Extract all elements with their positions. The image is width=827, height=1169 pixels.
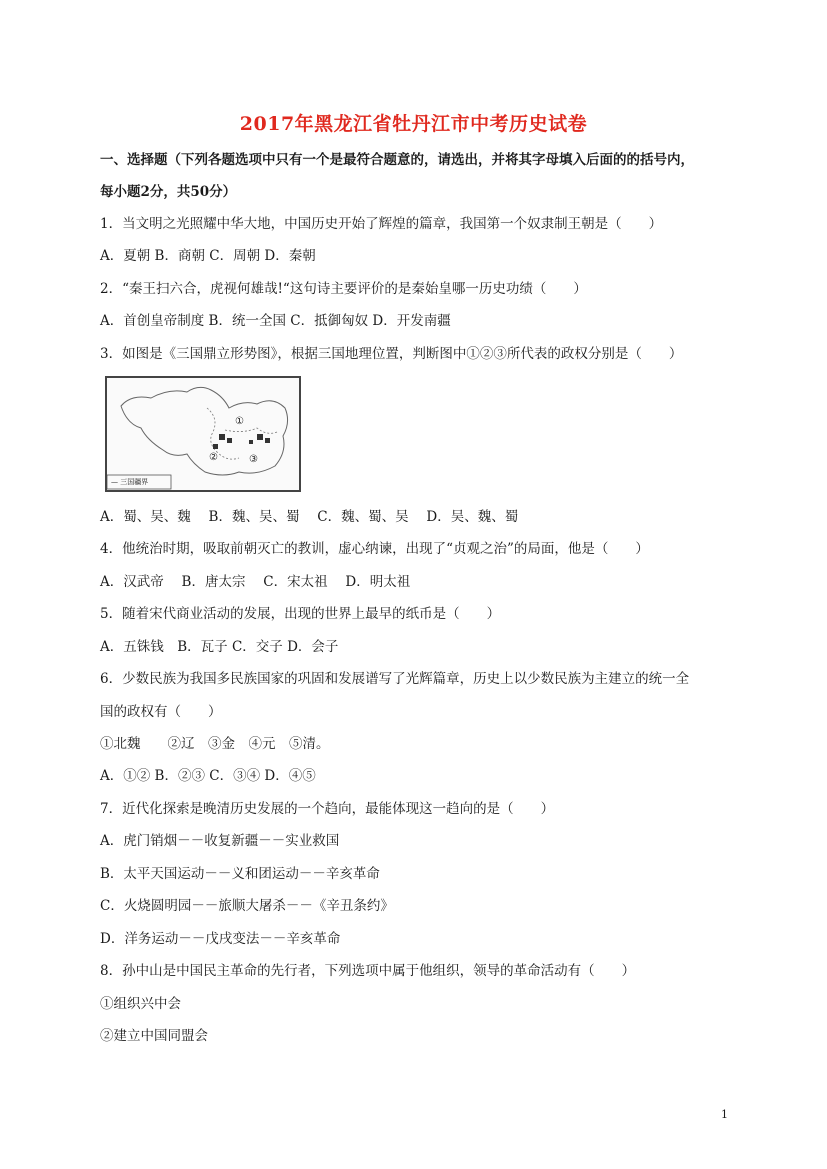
page-number: 1 (721, 1108, 728, 1121)
question-1-stem: 1．当文明之光照耀中华大地，中国历史开始了辉煌的篇章，我国第一个奴隶制王朝是（ ） (100, 216, 663, 232)
question-6-options: A．①② B．②③ C．③④ D．④⑤ (100, 768, 316, 784)
section-heading-line1: 一、选择题（下列各题选项中只有一个是最符合题意的，请选出，并将其字母填入后面的的括号内， (100, 152, 694, 168)
question-2-stem: 2．“秦王扫六合，虎视何雄哉!“这句诗主要评价的是秦始皇哪一历史功绩（ ） (100, 281, 587, 297)
question-1-options: A．夏朝 B．商朝 C．周朝 D．秦朝 (100, 248, 316, 264)
question-6-items: ①北魏 ②辽 ③金 ④元 ⑤清。 (100, 736, 330, 752)
question-8-item-1: ①组织兴中会 (100, 996, 181, 1012)
map-label-1: ① (235, 416, 244, 427)
question-3-stem: 3．如图是《三国鼎立形势图》，根据三国地理位置，判断图中①②③所代表的政权分别是（ ） (100, 346, 683, 362)
map-label-3: ③ (249, 454, 258, 465)
question-5-options: A．五铢钱 B．瓦子 C．交子 D．会子 (100, 639, 339, 655)
document-title: 2017年黑龙江省牡丹江市中考历史试卷 (239, 113, 588, 135)
question-7-option-b: B．太平天国运动－－义和团运动－－辛亥革命 (100, 866, 380, 882)
question-7-option-a: A．虎门销烟－－收复新疆－－实业救国 (100, 833, 340, 849)
question-5-stem: 5．随着宋代商业活动的发展，出现的世界上最早的纸币是（ ） (100, 606, 501, 622)
map-label-2: ② (209, 452, 218, 463)
question-2-options: A．首创皇帝制度 B．统一全国 C．抵御匈奴 D．开发南疆 (100, 313, 451, 329)
question-7-stem: 7．近代化探索是晚清历史发展的一个趋向，最能体现这一趋向的是（ ） (100, 801, 555, 817)
question-4-options: A．汉武帝 B．唐太宗 C．宋太祖 D．明太祖 (100, 574, 411, 590)
map-legend: — 三国疆界 (111, 478, 149, 486)
question-8-item-2: ②建立中国同盟会 (100, 1028, 208, 1044)
section-heading-line2: 每小题2分，共50分） (100, 184, 237, 200)
question-6-stem-line2: 国的政权有（ ） (100, 704, 222, 720)
question-3-options: A．蜀、吴、魏 B．魏、吴、蜀 C．魏、蜀、吴 D．吴、魏、蜀 (100, 509, 519, 525)
question-8-stem: 8．孙中山是中国民主革命的先行者，下列选项中属于他组织，领导的革命活动有（ ） (100, 963, 636, 979)
question-7-option-c: C．火烧圆明园－－旅顺大屠杀－－《辛丑条约》 (100, 898, 394, 914)
question-4-stem: 4．他统治时期，吸取前朝灭亡的教训，虚心纳谏，出现了“贞观之治”的局面，他是（ ） (100, 541, 649, 557)
three-kingdoms-map (105, 376, 301, 492)
question-7-option-d: D．洋务运动－－戊戌变法－－辛亥革命 (100, 931, 341, 947)
question-6-stem-line1: 6．少数民族为我国多民族国家的巩固和发展谱写了光辉篇章，历史上以少数民族为主建立的统一全 (100, 671, 690, 687)
map-drawing (107, 378, 299, 490)
